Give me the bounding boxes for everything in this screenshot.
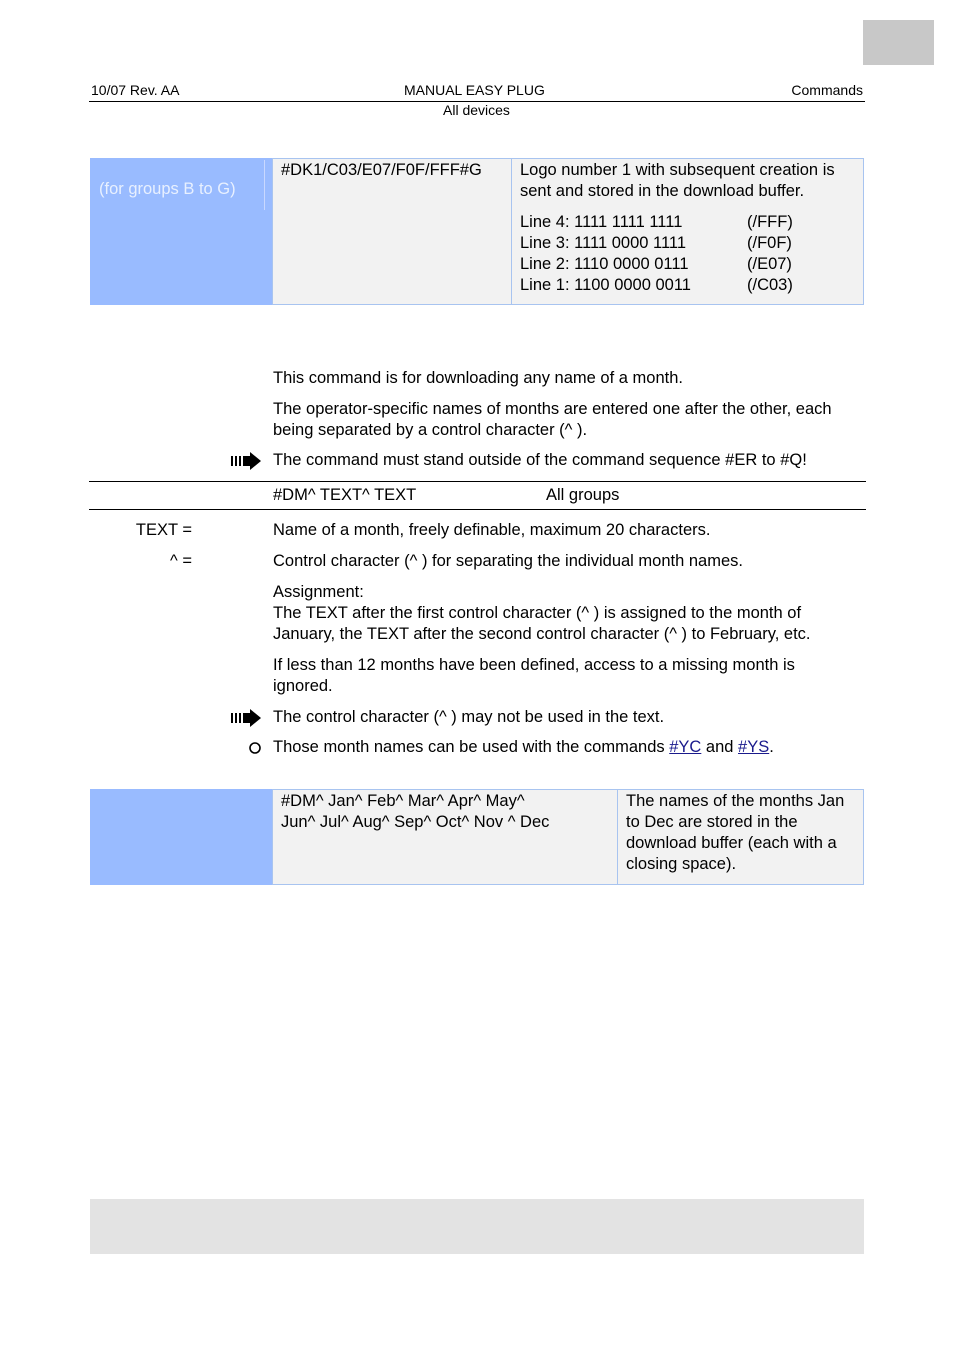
- example1-label-cell: [90, 158, 272, 305]
- intro-paragraph-1: This command is for downloading any name of a month.: [273, 369, 683, 387]
- line-code: (/E07): [747, 255, 792, 273]
- intro-note: The command must stand outside of the command sequence #ER to #Q!: [273, 451, 807, 469]
- example2-label-cell: [90, 789, 272, 885]
- param-name-text: TEXT =: [135, 521, 192, 539]
- example1-side-note: (for groups B to G): [99, 180, 236, 198]
- assignment-title: Assignment:: [273, 583, 364, 601]
- line-code: (/FFF): [747, 213, 793, 231]
- line-code: (/C03): [747, 276, 793, 294]
- divider: [264, 160, 265, 210]
- footer-bar: [90, 1199, 864, 1254]
- bullet-commands: [273, 737, 774, 758]
- example2-command-cell: [272, 789, 618, 885]
- bullet-text: and: [701, 738, 739, 756]
- syntax-bottom-rule: [89, 509, 866, 510]
- bullet-circle-icon: [248, 741, 262, 755]
- line-label: Line 4: 1111 1111 1111: [520, 213, 683, 231]
- header-subtitle: All devices: [443, 102, 510, 118]
- example2-command-line-1: #DM^ Jan^ Feb^ Mar^ Apr^ May^: [281, 792, 525, 810]
- assignment-block: [273, 582, 863, 645]
- intro-paragraph-2: The operator-specific names of months are entered one after the other, each being separated by a control character (^ ).: [273, 400, 832, 439]
- example1-line: [520, 233, 855, 254]
- param-desc-caret: Control character (^ ) for separating the individual month names.: [273, 552, 743, 570]
- assignment-less-months: If less than 12 months have been defined, access to a missing month is ignored.: [273, 656, 795, 695]
- link-ys[interactable]: #YS: [738, 738, 770, 756]
- header-title: MANUAL EASY PLUG: [404, 82, 545, 98]
- header-revision: 10/07 Rev. AA: [91, 82, 180, 98]
- example2-description: The names of the months Jan to Dec are stored in the download buffer (each with a closing space).: [626, 792, 845, 873]
- example1-description-cell: [511, 158, 864, 305]
- corner-tab: [863, 20, 934, 65]
- example2-description-cell: [617, 789, 864, 885]
- param-name-caret: ^ =: [170, 552, 192, 570]
- line-code: (/F0F): [747, 234, 792, 252]
- example1-line: [520, 254, 855, 275]
- line-label: Line 1: 1100 0000 0011: [520, 276, 691, 294]
- line-label: Line 2: 1110 0000 0111: [520, 255, 689, 273]
- note-arrow-icon: [230, 451, 262, 471]
- assignment-text: The TEXT after the first control character (^ ) is assigned to the month of January, the TEXT after the second control character (^ ) to February, etc.: [273, 604, 811, 643]
- link-yc[interactable]: #YC: [669, 738, 702, 756]
- param-desc-text: Name of a month, freely definable, maximum 20 characters.: [273, 521, 711, 539]
- example1-lines: [520, 212, 855, 296]
- syntax-groups: All groups: [546, 486, 620, 504]
- bullet-text: Those month names can be used with the commands: [273, 738, 670, 756]
- example1-command: #DK1/C03/E07/F0F/FFF#G: [281, 161, 482, 179]
- assignment-note: The control character (^ ) may not be used in the text.: [273, 708, 665, 726]
- example1-description: Logo number 1 with subsequent creation is sent and stored in the download buffer.: [520, 161, 835, 200]
- bullet-text: .: [769, 738, 774, 756]
- line-label: Line 3: 1111 0000 1111: [520, 234, 687, 252]
- syntax-top-rule: [89, 481, 866, 482]
- example2-command-line-2: Jun^ Jul^ Aug^ Sep^ Oct^ Nov ^ Dec: [281, 813, 550, 831]
- note-arrow-icon: [230, 708, 262, 728]
- syntax-command: #DM^ TEXT^ TEXT: [273, 486, 417, 504]
- example1-command-cell: [272, 158, 512, 305]
- example1-line: [520, 275, 855, 296]
- example1-line: [520, 212, 855, 233]
- header-section: Commands: [791, 82, 863, 98]
